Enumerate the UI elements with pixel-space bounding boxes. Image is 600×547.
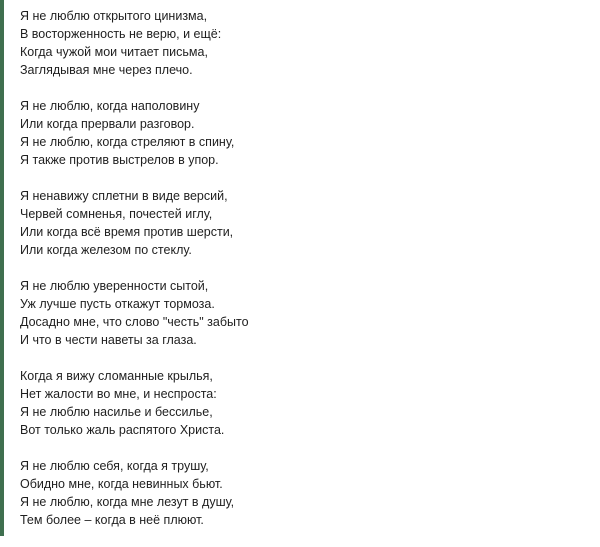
poem-line: Или когда прервали разговор. bbox=[20, 117, 195, 131]
stanza-1 bbox=[20, 7, 580, 79]
poem-line: Нет жалости во мне, и неспроста: bbox=[20, 387, 217, 401]
poem-line: Когда я вижу сломанные крылья, bbox=[20, 369, 213, 383]
poem-line: Уж лучше пусть откажут тормоза. bbox=[20, 297, 215, 311]
stanza-6 bbox=[20, 457, 580, 529]
poem-line: Я не люблю насилье и бессилье, bbox=[20, 405, 213, 419]
poem-line: Или когда железом по стеклу. bbox=[20, 243, 192, 257]
poem-line: Обидно мне, когда невинных бьют. bbox=[20, 477, 223, 491]
poem-line: Я не люблю, когда стреляют в спину, bbox=[20, 135, 235, 149]
stanza-2 bbox=[20, 97, 580, 169]
poem-line: Вот только жаль распятого Христа. bbox=[20, 423, 225, 437]
poem-line: Я не люблю себя, когда я трушу, bbox=[20, 459, 209, 473]
poem-line: Я не люблю уверенности сытой, bbox=[20, 279, 209, 293]
stanza-5 bbox=[20, 367, 580, 439]
poem-text bbox=[20, 7, 580, 547]
poem-line: В восторженность не верю, и ещё: bbox=[20, 27, 222, 41]
poem-line: Я ненавижу сплетни в виде версий, bbox=[20, 189, 228, 203]
poem-line: Тем более – когда в неё плюют. bbox=[20, 513, 204, 527]
poem-line: Или когда всё время против шерсти, bbox=[20, 225, 234, 239]
poem-line: Я не люблю, когда мне лезут в душу, bbox=[20, 495, 235, 509]
poem-line: Заглядывая мне через плечо. bbox=[20, 63, 193, 77]
poem-line: Червей сомненья, почестей иглу, bbox=[20, 207, 213, 221]
poem-line: Я не люблю, когда наполовину bbox=[20, 99, 200, 113]
poem-line: И что в чести наветы за глаза. bbox=[20, 333, 197, 347]
stanza-4 bbox=[20, 277, 580, 349]
poem-line: Я не люблю открытого цинизма, bbox=[20, 9, 208, 23]
stanza-3 bbox=[20, 187, 580, 259]
left-edge-strip bbox=[0, 0, 4, 536]
poem-line: Когда чужой мои читает письма, bbox=[20, 45, 208, 59]
poem-line: Я также против выстрелов в упор. bbox=[20, 153, 219, 167]
poem-line: Досадно мне, что слово "честь" забыто bbox=[20, 315, 249, 329]
